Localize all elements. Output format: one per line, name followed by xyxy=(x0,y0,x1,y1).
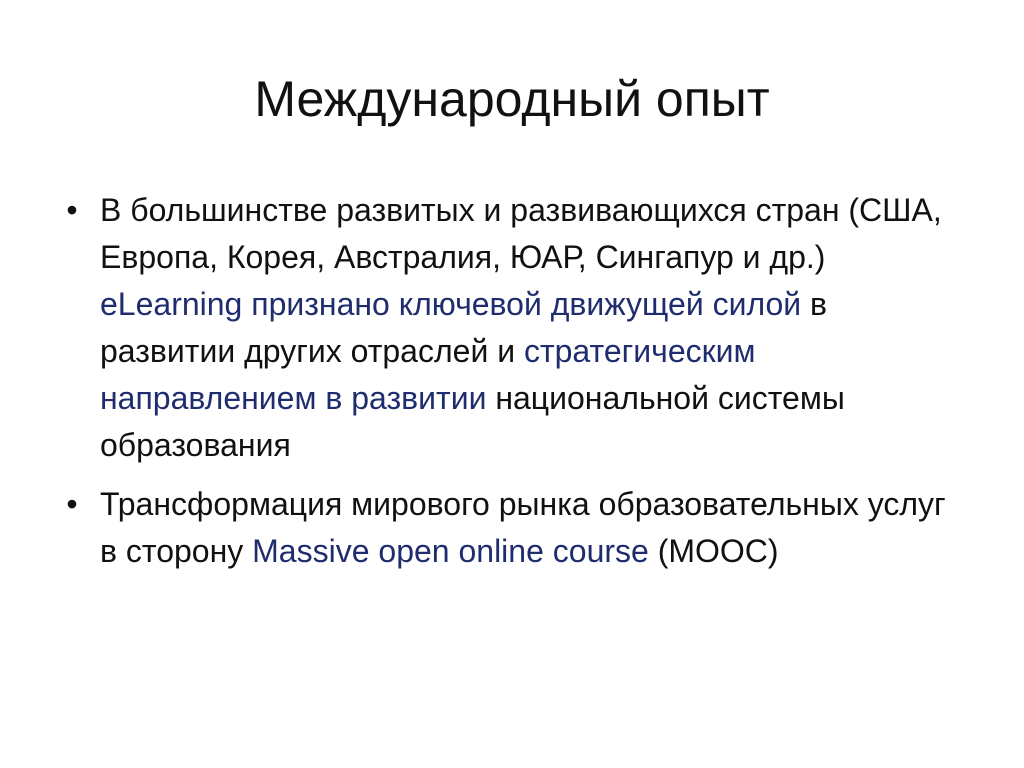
bullet-item-mooc xyxy=(60,481,960,575)
highlight-text: стратегическим направлением в развитии xyxy=(100,333,756,416)
bullet-marker: • xyxy=(66,486,78,522)
bullet-text xyxy=(100,486,946,569)
bullet-item-elearning xyxy=(60,187,960,469)
bullet-text-segment: В большинстве развитых и развивающихся стран (США, Европа, Корея, Австралия, ЮАР, Сингапур и др.) xyxy=(100,192,942,275)
bullet-text-segment: Трансформация мирового рынка образовательных услуг в сторону xyxy=(100,486,946,569)
bullet-text-segment: (MOOC) xyxy=(648,533,779,569)
bullet-marker: • xyxy=(66,192,78,228)
highlight-text: Massive open online course xyxy=(252,533,649,569)
bullet-text-segment: в развитии других отраслей и xyxy=(100,286,828,369)
highlight-text: eLearning признано ключевой движущей силой xyxy=(100,286,802,322)
bullet-list xyxy=(60,187,960,587)
bullet-text-segment: национальной системы образования xyxy=(100,380,845,463)
bullet-text xyxy=(100,192,942,463)
slide-title: Международный опыт xyxy=(254,71,770,127)
